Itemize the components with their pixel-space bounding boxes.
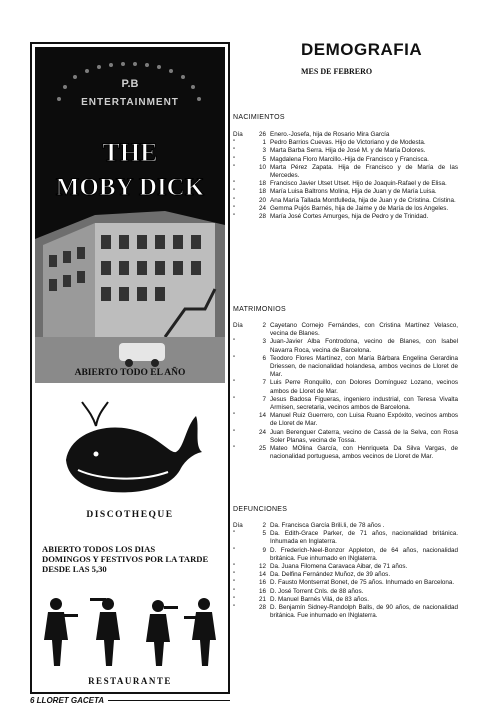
page-subtitle: MES DE FEBRERO — [301, 67, 373, 76]
nacimientos-entry — [233, 180, 458, 188]
entry-text: Gemma Pujós Barnés, hija de Jaime y de María de los Angeles. — [270, 204, 449, 212]
nacimientos-entry — [233, 139, 458, 147]
entry-day: 2 — [262, 522, 266, 529]
entry-day: 18 — [258, 180, 266, 188]
sign-moby-dick: MOBY DICK — [55, 174, 205, 201]
entry-prefix: " — [233, 587, 236, 595]
open-all-year-text: ABIERTO TODO EL AÑO — [74, 368, 186, 378]
waiters-illustration — [38, 592, 222, 670]
entry-day: 28 — [258, 604, 266, 612]
entry-text: D. José Torrent Cnls. de 88 años. — [270, 587, 364, 595]
entry-text: Da. Edith-Grace Parker, de 71 años, nacionalidad británica. Inhumada en Inglaterra. — [270, 530, 458, 546]
matrimonios-entry — [233, 429, 458, 445]
sign-pb: P.B — [121, 78, 139, 90]
entry-day: 28 — [258, 213, 266, 221]
entry-day: 2 — [262, 322, 266, 329]
defunciones-entry — [233, 579, 458, 587]
defunciones-entry — [233, 547, 458, 563]
entry-day: 7 — [262, 379, 266, 387]
entry-prefix: " — [233, 604, 236, 612]
defunciones-entry — [233, 588, 458, 596]
entry-day: 25 — [258, 445, 266, 453]
defunciones-list — [233, 522, 458, 620]
sign-entertainment: ENTERTAINMENT — [81, 97, 179, 108]
entry-day: 18 — [258, 188, 266, 196]
matrimonios-entry — [233, 445, 458, 461]
entry-text: Jesus Badosa Figueras, ingeniero industrial, con Teresa Vivalta Armisen, secretaria, vecinos ambos de Barcelona. — [270, 395, 458, 412]
entry-text: Juan Berenguer Caterra, vecino de Cassá de la Selva, con Rosa Soler Planas, vecina de Tossa. — [270, 428, 458, 444]
entry-day: 1 — [262, 139, 266, 147]
nacimientos-entry — [233, 213, 458, 221]
matrimonios-heading: MATRIMONIOS — [233, 306, 286, 313]
entry-prefix: " — [233, 354, 236, 362]
entry-text: Da. Juana Filomena Caravaca Aibar, de 71 años. — [270, 563, 408, 571]
entry-prefix: " — [233, 147, 236, 155]
entry-text: Marta Barba Serra. Hija de José M. y de María Dolores. — [270, 147, 426, 155]
defunciones-entry — [233, 571, 458, 579]
entry-text: Juan-Javier Alba Fontrodona, vecino de Blanes, con Isabel Navarra Roca, vecina de Barcelona. — [270, 338, 458, 354]
entry-day: 3 — [262, 338, 266, 346]
nacimientos-entry — [233, 131, 458, 139]
entry-prefix: " — [233, 379, 236, 387]
hours-line-2: DOMINGOS Y FESTIVOS POR LA TARDE — [42, 554, 209, 564]
entry-prefix: " — [233, 196, 236, 204]
entry-day: 16 — [258, 587, 266, 595]
matrimonios-entry — [233, 396, 458, 412]
entry-prefix: " — [233, 180, 236, 188]
entry-text: Magdalena Floro Marcillo.-Hija de Francisco y Francisca. — [270, 155, 429, 163]
entry-prefix: " — [233, 595, 236, 603]
entry-prefix: " — [233, 428, 236, 436]
entry-day: 7 — [262, 395, 266, 403]
matrimonios-entry — [233, 379, 458, 395]
entry-text: D. Fausto Montserrat Bonet, de 75 años. Inhumado en Barcelona. — [270, 579, 455, 587]
nacimientos-entry — [233, 164, 458, 180]
entry-prefix: " — [233, 188, 236, 196]
nacimientos-entry — [233, 197, 458, 205]
entry-text: María Luisa Baltrons Molina, Hija de Juan y de María Luisa. — [270, 188, 437, 196]
opening-hours — [42, 544, 226, 574]
entry-day: 24 — [258, 204, 266, 212]
entry-text: Da. Delfina Fernández Muñoz, de 39 años. — [270, 571, 391, 579]
moby-dick-advertisement — [30, 42, 230, 694]
entry-prefix: " — [233, 338, 236, 346]
page-footer: 6 LLORET GACETA — [30, 696, 108, 705]
restaurant-text: RESTAURANTE — [88, 676, 172, 686]
entry-prefix: Día — [233, 322, 243, 329]
discotheque-text: DISCOTHEQUE — [86, 510, 174, 520]
entry-text: Luis Perre Ronquillo, con Dolores Domínguez Lozano, vecinos ambos de Lloret de Mar. — [270, 379, 458, 395]
entry-day: 26 — [258, 131, 266, 138]
entry-text: Da. Francisca García Brili.li, de 78 años . — [270, 522, 385, 529]
hours-line-1: ABIERTO TODOS LOS DIAS — [42, 544, 156, 554]
entry-text: Ana María Tallada Montfulleda, hija de Juan y de Cristina. Cristina. — [270, 196, 456, 204]
entry-day: 12 — [258, 563, 266, 571]
defunciones-entry — [233, 604, 458, 620]
entry-day: 20 — [258, 196, 266, 204]
entry-prefix: " — [233, 546, 236, 554]
entry-prefix: " — [233, 213, 236, 221]
entry-text: D. Benjamín Sidney-Randolph Balls, de 90 años, de nacionalidad británica. Fue inhumado en INglaterra. — [270, 604, 458, 620]
nacimientos-entry — [233, 147, 458, 155]
hours-line-3: DESDE LAS 5,30 — [42, 564, 107, 574]
entry-day: 14 — [258, 412, 266, 420]
defunciones-entry — [233, 522, 458, 530]
entry-day: 5 — [262, 530, 266, 538]
entry-text: Marta Pérez Zapata. Hija de Francisco y de María de las Mercedes. — [270, 163, 458, 180]
entry-day: 24 — [258, 428, 266, 436]
entry-prefix: " — [233, 412, 236, 420]
defunciones-entry — [233, 563, 458, 571]
entry-text: Manuel Ruiz Guerrero, con Luisa Ruano Expóxito, vecinos ambos de Lloret de Mar. — [270, 412, 458, 428]
entry-prefix: " — [233, 571, 236, 579]
entry-text: Mateo MOlina García, con Henriqueta Da Silva Vargas, de nacionalidad portuguesa, ambos vecinos de Lloret de Mar. — [270, 445, 458, 461]
entry-prefix: " — [233, 395, 236, 403]
moby-dick-building-illustration — [35, 47, 225, 383]
nacimientos-entry — [233, 205, 458, 213]
nacimientos-entry — [233, 156, 458, 164]
entry-prefix: " — [233, 579, 236, 587]
entry-day: 5 — [262, 155, 266, 163]
nacimientos-list — [233, 131, 458, 221]
entry-prefix: " — [233, 204, 236, 212]
defunciones-entry — [233, 530, 458, 546]
entry-prefix: " — [233, 530, 236, 538]
nacimientos-entry — [233, 188, 458, 196]
entry-day: 9 — [262, 546, 266, 554]
entry-prefix: " — [233, 563, 236, 571]
entry-day: 10 — [258, 163, 266, 171]
entry-text: D. Manuel Barnés Vilá, de 83 años. — [270, 595, 369, 603]
whale-illustration — [56, 396, 206, 502]
entry-prefix: " — [233, 155, 236, 163]
nacimientos-heading: NACIMIENTOS — [233, 114, 285, 121]
matrimonios-entry — [233, 322, 458, 338]
sign-the: THE — [102, 138, 158, 167]
moby-dick-photo — [35, 47, 225, 383]
matrimonios-list — [233, 322, 458, 461]
entry-text: Francisco Javier Utset Utset. Hijo de Joaquin-Rafael y de Elisa. — [270, 180, 447, 188]
matrimonios-entry — [233, 338, 458, 354]
entry-day: 6 — [262, 354, 266, 362]
entry-text: Teodoro Flores Martínez, con María Bárbara Engelina Gerardina Driessen, de nacionalidad holandesa, ambos vecinos de Lloret de Mar. — [270, 354, 458, 379]
entry-text: María José Cortes Amurges, hija de Pedro y de Trinidad. — [270, 213, 429, 221]
entry-prefix: " — [233, 163, 236, 171]
entry-prefix: " — [233, 445, 236, 453]
entry-day: 16 — [258, 579, 266, 587]
entry-prefix: " — [233, 139, 236, 147]
matrimonios-entry — [233, 355, 458, 380]
entry-text: Cayetano Cornejo Fernándes, con Cristina Martínez Velasco, vecina de Blanes. — [270, 322, 458, 338]
page-title: DEMOGRAFIA — [301, 40, 423, 59]
entry-text: D. Frederich-Neel-Bonzor Appleton, de 64 años, nacionalidad británica. Fue inhumado en INglaterra. — [270, 546, 458, 562]
defunciones-entry — [233, 596, 458, 604]
entry-prefix: Día — [233, 131, 243, 138]
entry-text: Enero.-Josefa, hija de Rosario Mira García — [270, 131, 390, 138]
entry-day: 14 — [258, 571, 266, 579]
matrimonios-entry — [233, 412, 458, 428]
entry-text: Pedro Barrios Cuevas. Hijo de Victoriano y de Modesta. — [270, 139, 426, 147]
defunciones-heading: DEFUNCIONES — [233, 506, 288, 513]
entry-prefix: Día — [233, 522, 243, 529]
entry-day: 3 — [262, 147, 266, 155]
entry-day: 21 — [258, 595, 266, 603]
